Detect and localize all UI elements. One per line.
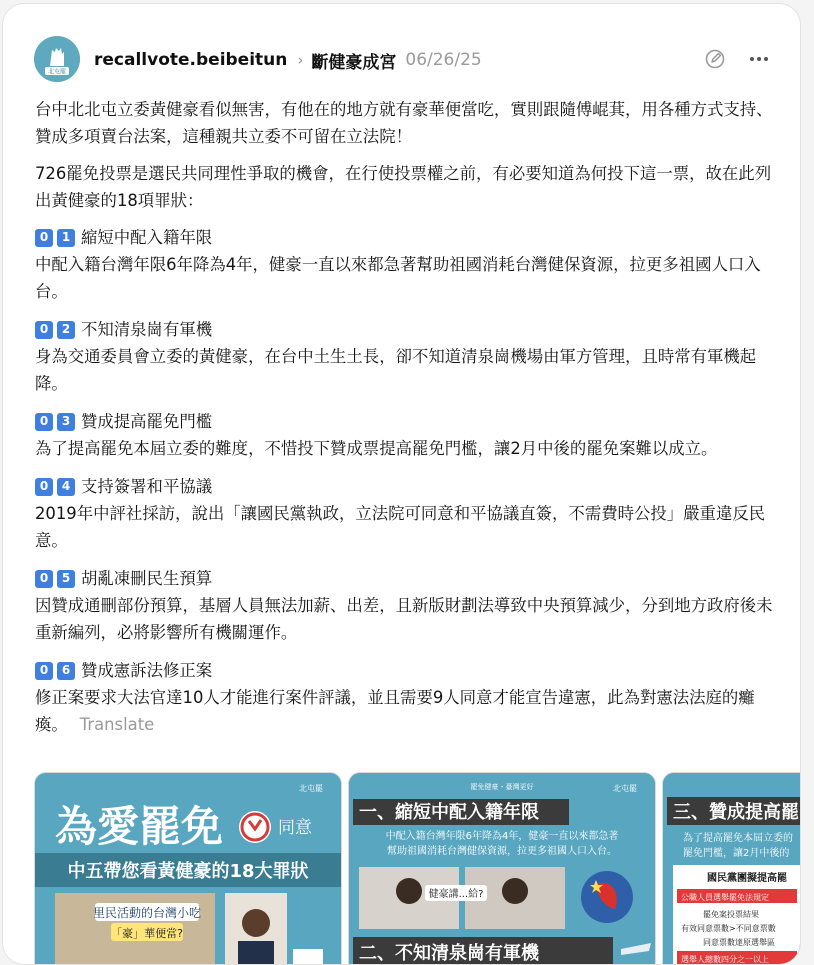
image-logo-text: 北屯罷: [613, 784, 637, 793]
keycap-digit-icon: 0: [35, 321, 53, 339]
list-item: [35, 473, 780, 554]
keycap-digit-icon: 6: [57, 662, 75, 680]
item-body: 身為交通委員會立委的黃健豪，在台中土生土長，卻不知道清泉崗機場由軍方管理，且時常有軍機起降。: [35, 347, 757, 393]
translate-link[interactable]: Translate: [79, 715, 155, 734]
item-title: 不知清泉崗有軍機: [81, 320, 213, 339]
post-intro-1: 台中北北屯立委黃健豪看似無害，有他在的地方就有豪華便當吃，實則跟隨傅崐萁，用各種方式支持、贊成多項賣台法案，這種親共立委不可留在立法院！: [35, 100, 773, 146]
image-bubble: 健豪講...給?: [428, 889, 484, 900]
item-body: 中配入籍台灣年限6年降為4年，健豪一直以來都急著幫助祖國消耗台灣健保資源，拉更多祖國人口入台。: [35, 255, 761, 301]
image-table-2: 罷免案投票結果: [703, 910, 759, 919]
carousel-image-1[interactable]: [34, 772, 342, 965]
image-text-1: 中配入籍台灣年限6年降為4年，健豪一直以來都急著: [385, 831, 619, 842]
image-heading: 三、贊成提高罷: [673, 802, 799, 823]
item-title: 贊成憲訴法修正案: [81, 661, 213, 680]
avatar[interactable]: [34, 36, 80, 82]
keycap-digit-icon: 0: [35, 413, 53, 431]
keycap-digit-icon: 0: [35, 570, 53, 588]
keycap-digit-icon: 4: [57, 478, 75, 496]
chevron-right-icon: ›: [297, 51, 304, 69]
image-subtitle: 中五帶您看黃健豪的18大罪狀: [67, 861, 309, 882]
image-small-text: 罷免健豪・臺灣更好: [470, 783, 534, 791]
item-body: 因贊成通刪部份預算，基層人員無法加薪、出差，且新版財劃法導致中央預算減少，分到地方政府後未重新編列，必將影響所有機關運作。: [35, 596, 773, 642]
keycap-digit-icon: 0: [35, 229, 53, 247]
post-date[interactable]: 06/26/25: [405, 50, 482, 70]
carousel-image-2[interactable]: [348, 772, 656, 965]
keycap-digit-icon: 1: [57, 229, 75, 247]
keycap-digit-icon: 2: [57, 321, 75, 339]
image-table-3: 有效同意票數>不同意票數: [681, 924, 776, 933]
item-body: 修正案要求大法官達10人才能進行案件評議，並且需要9人同意才能宣告違憲，此為對憲法法庭的癱瘓。: [35, 688, 755, 734]
post-intro-2: 726罷免投票是選民共同理性爭取的機會，在行使投票權之前，有必要知道為何投下這一票，故在此列出黃健豪的18項罪狀：: [35, 164, 772, 210]
list-item: [35, 565, 780, 646]
edit-circle-icon[interactable]: [704, 48, 726, 70]
image-heading: 一、縮短中配入籍年限: [359, 802, 539, 823]
keycap-digit-icon: 3: [57, 413, 75, 431]
item-title: 支持簽署和平協議: [81, 477, 213, 496]
list-item: [35, 657, 780, 738]
image-sub: 國民黨團擬提高罷: [707, 873, 787, 884]
list-item: [35, 224, 780, 305]
more-options-icon[interactable]: [747, 48, 771, 70]
list-item: [35, 316, 780, 397]
username-link[interactable]: recallvote.beibeitun: [94, 50, 288, 70]
image-carousel[interactable]: [34, 772, 801, 965]
item-title: 贊成提高罷免門檻: [81, 412, 213, 431]
item-title: 胡亂凍刪民生預算: [81, 569, 213, 588]
item-title: 縮短中配入籍年限: [81, 228, 213, 247]
keycap-digit-icon: 5: [57, 570, 75, 588]
list-item: [35, 408, 780, 462]
image-table-1: 公職人員選舉罷免法規定: [681, 893, 769, 902]
avatar-logo-icon: [34, 36, 80, 82]
post-body: [35, 96, 780, 749]
image-title: 為愛罷免: [55, 802, 224, 851]
image-heading-2: 二、不知清泉崗有軍機: [359, 943, 539, 964]
topic-tag-link[interactable]: 斷健豪成宮: [311, 52, 397, 73]
image-logo-text: 北屯罷: [299, 784, 323, 793]
image-table-5: 選舉人總數四分之一以上: [681, 955, 769, 964]
image-text-2: 幫助祖國消耗台灣健保資源，拉更多祖國人口入台。: [387, 846, 617, 857]
image-badge: 同意: [278, 818, 312, 838]
avatar-text: 北屯罷: [47, 68, 67, 76]
image-text-2: 罷免門檻，讓2月中後的: [683, 848, 790, 859]
keycap-digit-icon: 0: [35, 662, 53, 680]
thread-post-card: [2, 3, 801, 965]
item-body: 2019年中評社採訪，說出「讓國民黨執政，立法院可同意和平協議直簽，不需費時公投」嚴重違反民意。: [35, 504, 766, 550]
image-table-4: 同意票數達原選舉區: [703, 938, 775, 947]
keycap-digit-icon: 0: [35, 478, 53, 496]
image-text-1: 為了提高罷免本屆立委的: [683, 833, 793, 844]
carousel-image-3[interactable]: [662, 772, 801, 965]
image-caption: 里民活動的台灣小吃: [92, 906, 202, 920]
item-body: 為了提高罷免本屆立委的難度，不惜投下贊成票提高罷免門檻，讓2月中後的罷免案難以成立。: [35, 439, 718, 458]
image-caption-2: 「豪」華便當?: [111, 927, 183, 940]
post-header: [94, 46, 482, 74]
